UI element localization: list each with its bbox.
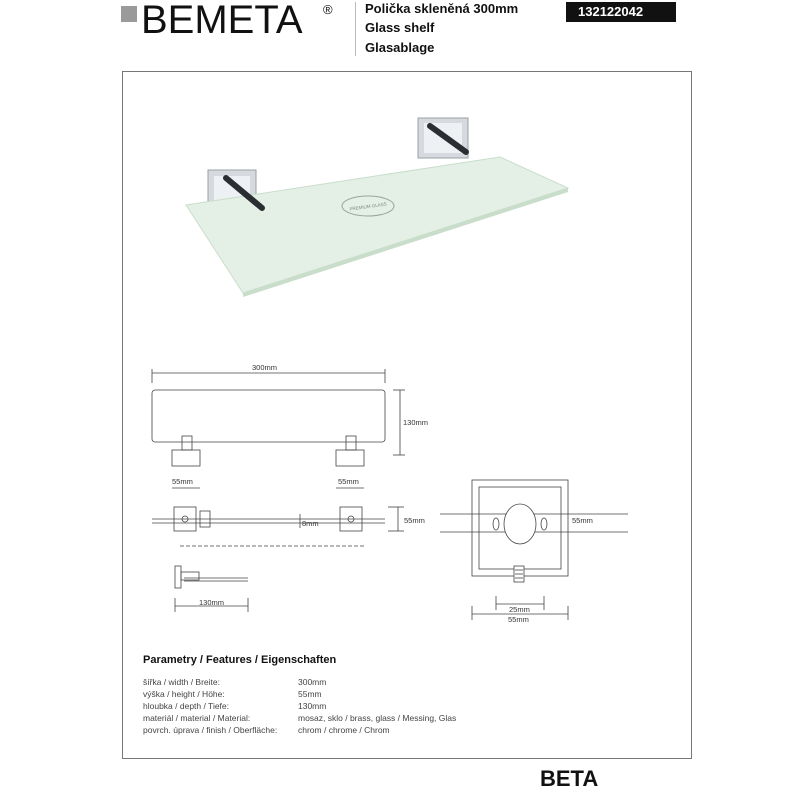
spec-value-finish: chrom / chrome / Chrom [298,725,390,735]
total-dim-label: 55mm [508,615,529,624]
depth-dim-label: 130mm [403,418,429,427]
height-dim-label: 55mm [404,516,425,525]
bracket-right-slot [541,518,547,530]
specs-title: Parametry / Features / Eigenschaften [143,654,337,666]
front-left-arm [182,436,192,450]
title-german: Glasablage [365,40,435,55]
front-right-plate [336,450,364,466]
spec-value-depth: 130mm [298,701,327,711]
title-english: Glass shelf [365,20,435,35]
front-view [152,369,405,488]
bracket-center-hole [504,504,536,544]
front-glass-outline [152,390,385,442]
front-right-arm [346,436,356,450]
brand-logo: BEMETA [141,0,303,42]
spec-value-material: mosaz, sklo / brass, glass / Messing, Glas [298,713,457,723]
bracket-left-slot [493,518,499,530]
right-bracket-label: 55mm [338,477,359,486]
registered-mark: ® [323,2,333,17]
spec-label-finish: povrch. úprava / finish / Oberfläche: [143,725,278,735]
small-depth-label: 130mm [199,598,225,607]
bracket-view [440,480,628,620]
side-view [152,507,404,546]
series-name: BETA [540,766,599,791]
spec-label-height: výška / height / Höhe: [143,689,225,699]
title-czech: Polička skleněná 300mm [365,1,519,16]
bracket-width-label: 55mm [572,516,593,525]
spec-value-width: 300mm [298,677,327,687]
left-bracket-label: 55mm [172,477,193,486]
thickness-label: 8mm [302,519,319,528]
inner-dim-label: 25mm [509,605,530,614]
width-dim-label: 300mm [252,363,278,372]
spec-value-height: 55mm [298,689,322,699]
spec-label-depth: hloubka / depth / Tiefe: [143,701,230,711]
glass-label-text: PREMIUM GLASS [349,201,387,212]
small-arm [181,572,199,580]
front-left-plate [172,450,200,466]
spec-label-width: šířka / width / Breite: [143,677,220,687]
spec-label-material: materiál / material / Material: [143,713,251,723]
product-code: 132122042 [566,2,676,22]
product-photo [186,118,568,297]
small-plate [175,566,181,588]
